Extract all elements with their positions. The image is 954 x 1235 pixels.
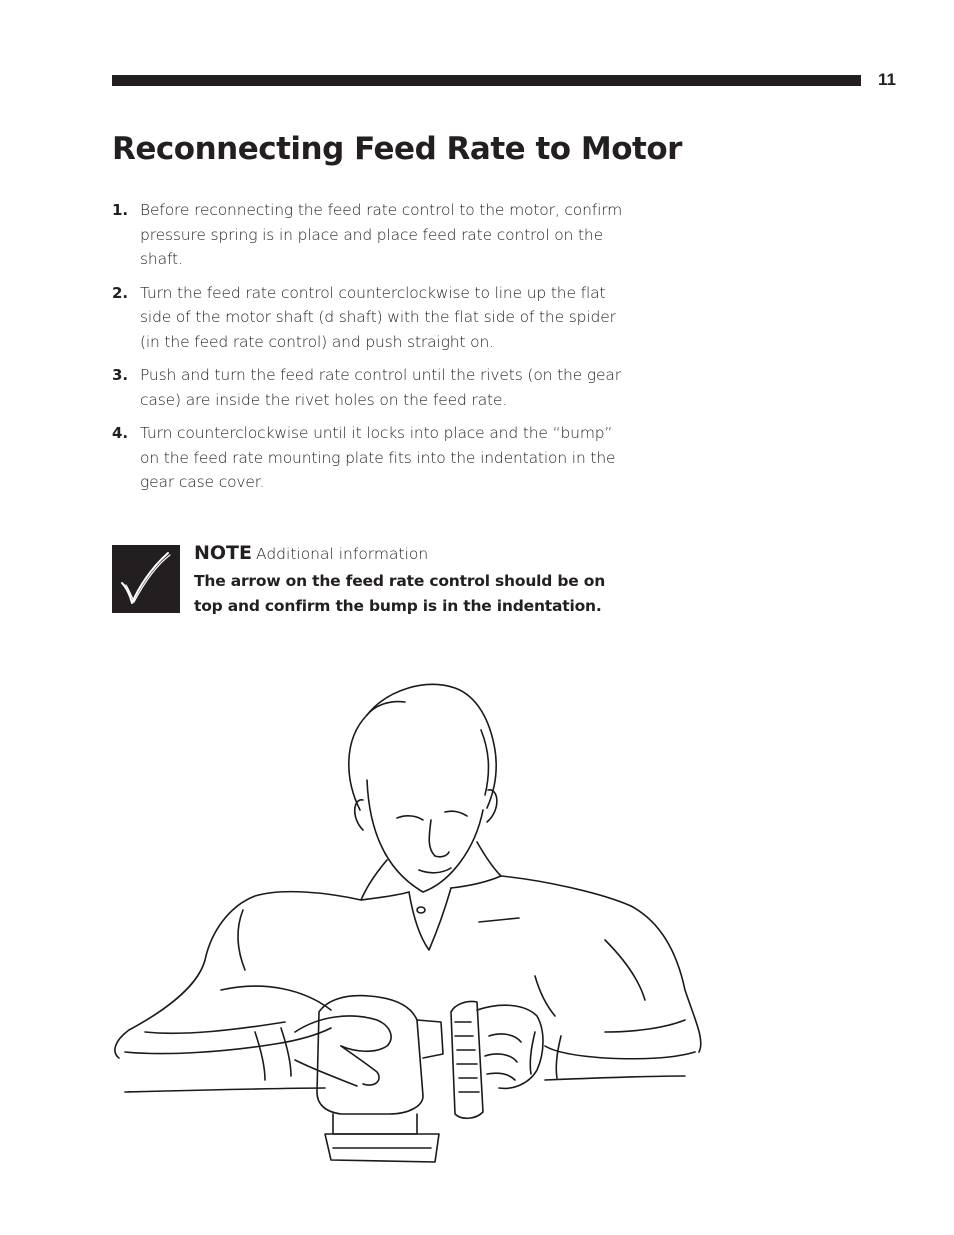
instruction-steps [112, 198, 632, 504]
hair-outline [349, 684, 496, 810]
forearm-left [125, 1028, 331, 1054]
page-number: 11 [878, 70, 896, 89]
finger-right [485, 1054, 517, 1062]
note-body: The arrow on the feed rate control should be on top and confirm the bump is in the indentation. [194, 572, 606, 615]
shirt-pocket [479, 918, 519, 922]
sleeve-fold [238, 910, 245, 970]
note-checkmark-box [112, 545, 180, 613]
shirt-fold [535, 976, 555, 1016]
shirt-fold [605, 940, 645, 1000]
shirt-button [417, 907, 425, 913]
motor-shaft-collar [417, 1020, 443, 1058]
cuff-right [530, 1032, 535, 1074]
step-text: Push and turn the feed rate control until the rivets (on the gear case) are inside the rivet holes on the feed rate. [140, 366, 621, 409]
step-item [112, 198, 632, 272]
checkmark-icon [112, 545, 180, 613]
step-item [112, 281, 632, 355]
note-label: NOTE [194, 542, 252, 564]
eye-left [397, 816, 423, 820]
step-item [112, 363, 632, 412]
forearm-right [545, 1046, 695, 1059]
cuff-left [281, 1028, 291, 1076]
mouth [419, 868, 451, 873]
face-outline [367, 780, 483, 892]
placket [409, 888, 451, 950]
step-number: 2. [112, 283, 129, 302]
step-text: Before reconnecting the feed rate control to the motor, confirm pressure spring is in place and place feed rate control on the shaft. [140, 201, 623, 268]
step-number: 4. [112, 424, 129, 442]
forearm-left-line [145, 1022, 285, 1033]
page-title: Reconnecting Feed Rate to Motor [112, 131, 682, 167]
eye-right [445, 811, 467, 816]
hair-line [481, 730, 488, 795]
sleeve-fold [221, 986, 331, 1010]
hand-left [295, 1016, 391, 1051]
motor-base [333, 1114, 417, 1134]
step-item [112, 421, 632, 495]
finger-left [341, 1046, 379, 1085]
nose [429, 820, 449, 857]
motor-housing [317, 996, 423, 1114]
table-edge [125, 1088, 325, 1092]
step-text: Turn the feed rate control counterclockwise to line up the flat side of the motor shaft (d shaft) with the flat side of the spider (in the feed rate control) and push straight on. [140, 283, 616, 351]
table-edge [545, 1076, 685, 1080]
note-subtitle: Additional information [256, 545, 429, 563]
cuff-left [255, 1032, 265, 1080]
step-number: 3. [112, 366, 129, 384]
forearm-right-line [605, 1020, 685, 1032]
finger-left [295, 1060, 357, 1086]
ear-left [355, 800, 363, 830]
shoulder-right [501, 876, 701, 1052]
step-number: 1. [112, 201, 129, 219]
step-text: Turn counterclockwise until it locks into place and the “bump” on the feed rate mounting plate fits into the indentation in the gear case cover. [140, 424, 616, 491]
cuff-right [556, 1036, 561, 1078]
finger-right [489, 1034, 521, 1042]
man-assembling-motor-illustration [105, 660, 705, 1170]
feed-rate-control [451, 1001, 483, 1118]
note-heading [194, 542, 428, 564]
finger-right [487, 1073, 515, 1080]
header-rule [112, 75, 861, 86]
collar-left [361, 860, 409, 900]
feed-rate-ribs [455, 1022, 479, 1092]
